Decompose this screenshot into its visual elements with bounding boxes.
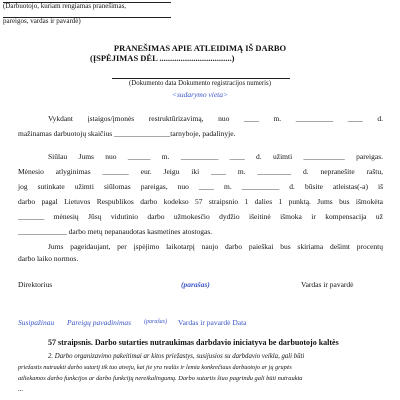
article-title: 57 straipsnis. Darbo sutarties nutraukimas darbdavio iniciatyva be darbuotojo kaltės <box>48 338 339 347</box>
document-title: PRANEŠIMAS APIE ATLEIDIMĄ IŠ DARBO <box>113 43 287 53</box>
paragraph-2-line-6: _____________ darbo metų nepanaudotas kasmetines atostogas. <box>18 227 213 236</box>
addressee-caption: (Darbuotojo, kuriam rengiamas pranešimas, <box>3 2 127 10</box>
signature-name: Vardas ir pavardė <box>301 280 354 289</box>
paragraph-2-line-2: Mėnesio atlyginimas _______ eur. Jeigu iki ____ m. _________ d. nepranešite raštu, <box>18 167 383 176</box>
doc-meta-caption: (Dokumento data Dokumento registracijos numeris) <box>129 80 271 87</box>
paragraph-2-line-3: jog sutinkate užimti siūlomas pareigas, nuo ____ m. __________ d. būsite atleistas(-a) iš <box>18 182 383 191</box>
paragraph-1-line-1: Vykdant įstaigos/įmonės restruktūrizavimą, nuo ____ m. __________ ____ d. <box>48 114 383 123</box>
article-text-1: 2. Darbo organizavimo pakeitimai ar kitos priežastys, susijusios su darbdavio veikla, gali būti <box>48 353 305 360</box>
signature-placeholder: (parašas) <box>181 280 210 289</box>
article-text-2: priežastis nutraukti darbo sutartį tik tuo atveju, kai jie yra realūs ir lemia konkrečiaus darbuotojo ar jų grupės <box>18 364 292 371</box>
acknowledge-name-date: Vardas ir pavardė Data <box>178 318 247 327</box>
document-subtitle: (ĮSPĖJIMAS DĖL ..................................) <box>90 53 235 63</box>
paragraph-2-line-1: Siūlau Jums nuo ______ m. __________ ____ d. užimti ___________ pareigas. <box>48 152 383 161</box>
paragraph-3-line-2: darbo laiko normos. <box>18 254 79 263</box>
doc-meta-line <box>112 78 290 79</box>
paragraph-2-line-5: _______ mėnesių Jūsų vidutinio darbo užmokesčio dydžio išeitinė išmoka ir kompensacija už <box>18 212 383 221</box>
acknowledge-sign: (parašas) <box>144 319 168 325</box>
addressee-caption-2: pareigos, vardas ir pavardė) <box>3 17 81 25</box>
acknowledge-label: Susipažinau <box>18 318 55 327</box>
paragraph-3-line-1: Jums pageidaujant, per įspėjimo laikotarpį naujo darbo paieškai bus skiriama dešimt procentų <box>48 242 383 251</box>
paragraph-2-line-4: darbo pagal Lietuvos Respublikos darbo kodekso 57 straipsnio 1 dalies 1 punktą. Jums bus išmokėta <box>18 197 383 206</box>
paragraph-1-line-2: mažinamas darbuotojų skaičius _______________tarnyboje, padalinyje. <box>18 129 236 138</box>
article-text-3: atliekamos darbo funkcijos ar darbo funkcijų nereikalingumą. Darbo sutartis šiuo pagrindu gali būti nutraukta <box>18 375 303 382</box>
signature-role: Direktorius <box>18 280 53 289</box>
article-text-4: ... <box>18 386 24 393</box>
acknowledge-position: Pareigų pavadinimas <box>67 318 132 327</box>
place-placeholder: <sudarymo vieta> <box>171 90 229 99</box>
